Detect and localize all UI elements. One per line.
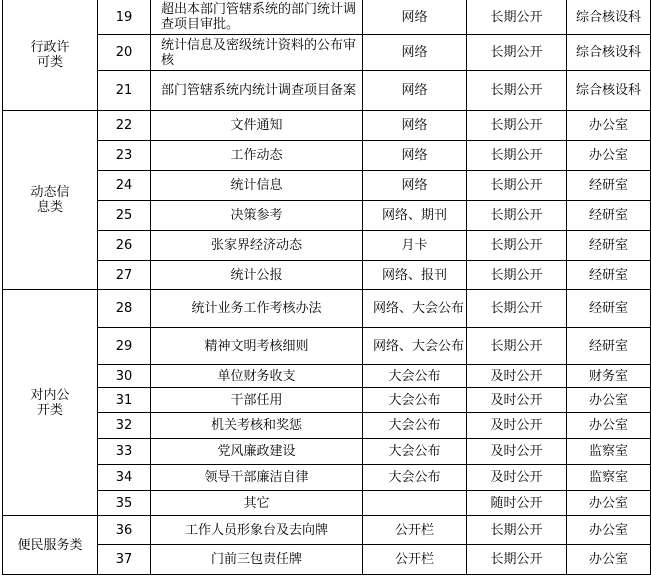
- disclosure-period: 长期公开: [467, 328, 567, 365]
- table-row: [3, 491, 651, 516]
- table-row: [3, 439, 651, 465]
- disclosure-period: 长期公开: [467, 71, 567, 111]
- category-cell: 行政许 可类: [3, 0, 98, 111]
- responsible-dept: 办公室: [567, 111, 651, 141]
- disclosure-period: 长期公开: [467, 516, 567, 545]
- disclosure-channel: 网络、报刊: [363, 261, 467, 290]
- disclosure-period: 长期公开: [467, 261, 567, 290]
- item-name: 统计业务工作考核办法: [151, 290, 363, 328]
- row-number: 30: [98, 365, 151, 388]
- item-name: 机关考核和奖惩: [151, 413, 363, 439]
- category-cell: 动态信 息类: [3, 111, 98, 290]
- disclosure-channel: 网络: [363, 71, 467, 111]
- item-name: 超出本部门管辖系统的部门统计调查项目审批。: [151, 0, 363, 35]
- item-name: 张家界经济动态: [151, 231, 363, 261]
- disclosure-channel: 大会公布: [363, 388, 467, 413]
- responsible-dept: 综合核设科: [567, 0, 651, 35]
- item-name: 统计公报: [151, 261, 363, 290]
- row-number: 23: [98, 141, 151, 171]
- item-name: 领导干部廉洁自律: [151, 465, 363, 491]
- responsible-dept: 综合核设科: [567, 35, 651, 71]
- disclosure-channel: 公开栏: [363, 545, 467, 575]
- table-row: [3, 365, 651, 388]
- disclosure-channel: 月卡: [363, 231, 467, 261]
- disclosure-channel: 网络、期刊: [363, 201, 467, 231]
- disclosure-period: 随时公开: [467, 491, 567, 516]
- table-row: [3, 290, 651, 328]
- table-row: [3, 413, 651, 439]
- table-row: [3, 516, 651, 545]
- row-number: 27: [98, 261, 151, 290]
- disclosure-channel: 大会公布: [363, 465, 467, 491]
- item-name: 文件通知: [151, 111, 363, 141]
- disclosure-channel: 大会公布: [363, 365, 467, 388]
- item-name: 决策参考: [151, 201, 363, 231]
- responsible-dept: 经研室: [567, 261, 651, 290]
- row-number: 26: [98, 231, 151, 261]
- disclosure-table: [2, 0, 651, 575]
- row-number: 21: [98, 71, 151, 111]
- responsible-dept: 监察室: [567, 465, 651, 491]
- item-name: 其它: [151, 491, 363, 516]
- row-number: 37: [98, 545, 151, 575]
- responsible-dept: 办公室: [567, 491, 651, 516]
- row-number: 19: [98, 0, 151, 35]
- responsible-dept: 办公室: [567, 388, 651, 413]
- item-name: 干部任用: [151, 388, 363, 413]
- disclosure-channel: 大会公布: [363, 413, 467, 439]
- table-row: [3, 35, 651, 71]
- disclosure-channel: 网络: [363, 111, 467, 141]
- disclosure-period: 长期公开: [467, 111, 567, 141]
- disclosure-period: 及时公开: [467, 388, 567, 413]
- row-number: 24: [98, 171, 151, 201]
- row-number: 36: [98, 516, 151, 545]
- row-number: 33: [98, 439, 151, 465]
- disclosure-period: 长期公开: [467, 231, 567, 261]
- responsible-dept: 经研室: [567, 290, 651, 328]
- item-name: 工作动态: [151, 141, 363, 171]
- disclosure-channel: [363, 491, 467, 516]
- category-cell: 对内公 开类: [3, 290, 98, 516]
- disclosure-period: 及时公开: [467, 465, 567, 491]
- item-name: 门前三包责任牌: [151, 545, 363, 575]
- row-number: 22: [98, 111, 151, 141]
- item-name: 精神文明考核细则: [151, 328, 363, 365]
- table-row: [3, 201, 651, 231]
- disclosure-channel: 公开栏: [363, 516, 467, 545]
- row-number: 29: [98, 328, 151, 365]
- table-row: [3, 171, 651, 201]
- row-number: 20: [98, 35, 151, 71]
- row-number: 31: [98, 388, 151, 413]
- item-name: 党风廉政建设: [151, 439, 363, 465]
- disclosure-period: 及时公开: [467, 413, 567, 439]
- disclosure-period: 长期公开: [467, 171, 567, 201]
- item-name: 单位财务收支: [151, 365, 363, 388]
- responsible-dept: 办公室: [567, 545, 651, 575]
- disclosure-period: 长期公开: [467, 35, 567, 71]
- table-row: [3, 141, 651, 171]
- row-number: 32: [98, 413, 151, 439]
- category-cell: 便民服务类: [3, 516, 98, 575]
- table-row: [3, 231, 651, 261]
- responsible-dept: 办公室: [567, 413, 651, 439]
- disclosure-channel: 网络、大会公布: [363, 328, 467, 365]
- row-number: 34: [98, 465, 151, 491]
- table-row: [3, 261, 651, 290]
- responsible-dept: 财务室: [567, 365, 651, 388]
- table-row: [3, 111, 651, 141]
- disclosure-period: 长期公开: [467, 141, 567, 171]
- responsible-dept: 综合核设科: [567, 71, 651, 111]
- responsible-dept: 经研室: [567, 171, 651, 201]
- row-number: 25: [98, 201, 151, 231]
- disclosure-channel: 网络: [363, 141, 467, 171]
- table-row: [3, 71, 651, 111]
- disclosure-period: 及时公开: [467, 439, 567, 465]
- responsible-dept: 办公室: [567, 141, 651, 171]
- responsible-dept: 经研室: [567, 201, 651, 231]
- disclosure-channel: 网络、大会公布: [363, 290, 467, 328]
- disclosure-channel: 网络: [363, 35, 467, 71]
- responsible-dept: 办公室: [567, 516, 651, 545]
- item-name: 统计信息: [151, 171, 363, 201]
- disclosure-channel: 网络: [363, 171, 467, 201]
- responsible-dept: 监察室: [567, 439, 651, 465]
- disclosure-channel: 大会公布: [363, 439, 467, 465]
- disclosure-period: 长期公开: [467, 201, 567, 231]
- table-row: [3, 328, 651, 365]
- disclosure-period: 长期公开: [467, 290, 567, 328]
- table-row: [3, 545, 651, 575]
- item-name: 统计信息及密级统计资料的公布审核: [151, 35, 363, 71]
- item-name: 部门管辖系统内统计调查项目备案: [151, 71, 363, 111]
- table-row: [3, 0, 651, 35]
- item-name: 工作人员形象台及去向牌: [151, 516, 363, 545]
- disclosure-period: 长期公开: [467, 0, 567, 35]
- row-number: 28: [98, 290, 151, 328]
- table-row: [3, 465, 651, 491]
- disclosure-period: 及时公开: [467, 365, 567, 388]
- responsible-dept: 经研室: [567, 231, 651, 261]
- table-row: [3, 388, 651, 413]
- disclosure-channel: 网络: [363, 0, 467, 35]
- responsible-dept: 经研室: [567, 328, 651, 365]
- row-number: 35: [98, 491, 151, 516]
- disclosure-period: 长期公开: [467, 545, 567, 575]
